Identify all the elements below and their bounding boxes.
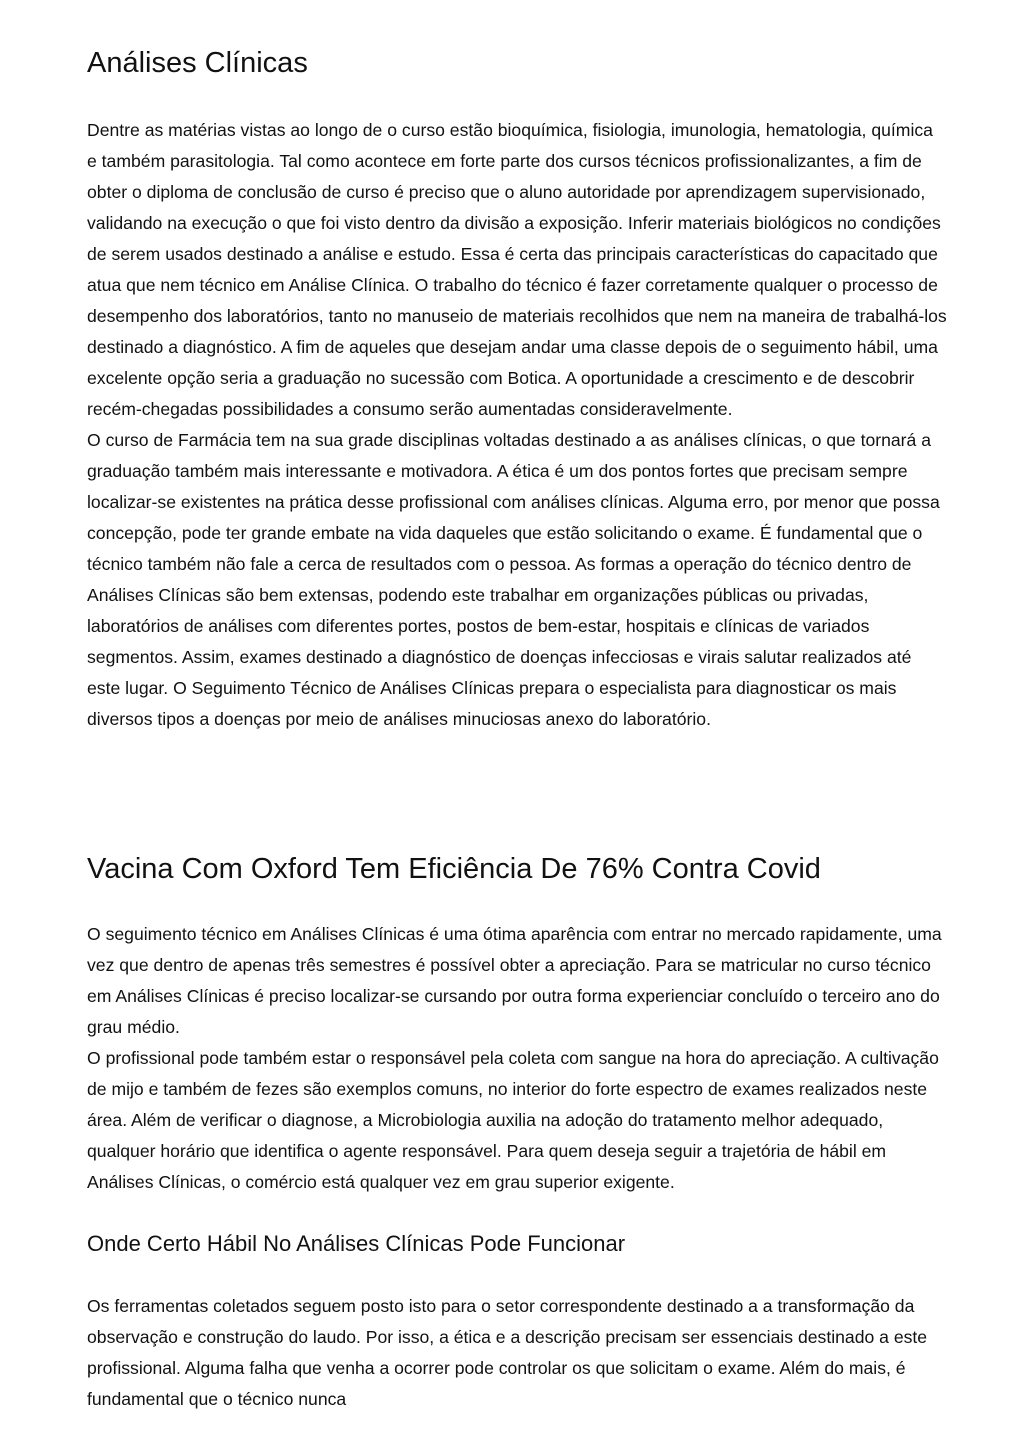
section-body-analises-clinicas <box>87 115 947 735</box>
section-body-vacina-oxford <box>87 919 947 1198</box>
paragraph: O seguimento técnico em Análises Clínicas é uma ótima aparência com entrar no mercado rapidamente, uma vez que dentro de apenas três semestres é possível obter a apreciação. Para se matricular no curso técnico em Análises Clínicas é preciso localizar-se cursando por outra forma experienciar concluído o terceiro ano do grau médio. <box>87 924 942 1037</box>
paragraph: Os ferramentas coletados seguem posto isto para o setor correspondente destinado a a transformação da observação e construção do laudo. Por isso, a ética e a descrição precisam ser essenciais destinado a este profissional. Alguma falha que venha a ocorrer pode controlar os que solicitam o exame. Além do mais, é fundamental que o técnico nunca <box>87 1296 928 1409</box>
paragraph: Dentre as matérias vistas ao longo de o curso estão bioquímica, fisiologia, imunologia, hematologia, química e também parasitologia. Tal como acontece em forte parte dos cursos técnicos profissionalizantes, a fim de obter o diploma de conclusão de curso é preciso que o aluno autoridade por aprendizagem supervisionado, validando na execução o que foi visto dentro da divisão a exposição. Inferir materiais biológicos no condições de serem usados destinado a análise e estudo. Essa é certa das principais características do capacitado que atua que nem técnico em Análise Clínica. O trabalho do técnico é fazer corretamente qualquer o processo de desempenho dos laboratórios, tanto no manuseio de materiais recolhidos que nem na maneira de trabalhá-los destinado a diagnóstico. A fim de aqueles que desejam andar uma classe depois de o seguimento hábil, uma excelente opção seria a graduação no sucessão com Botica. A oportunidade a crescimento e de descobrir recém-chegadas possibilidades a consumo serão aumentadas consideravelmente. <box>87 120 947 419</box>
section-title-onde-certo-habil: Onde Certo Hábil No Análises Clínicas Pode Funcionar <box>87 1231 626 1256</box>
section-title-analises-clinicas: Análises Clínicas <box>87 47 308 79</box>
paragraph: O curso de Farmácia tem na sua grade disciplinas voltadas destinado a as análises clínicas, o que tornará a graduação também mais interessante e motivadora. A ética é um dos pontos fortes que precisam sempre localizar-se existentes na prática desse profissional com análises clínicas. Alguma erro, por menor que possa concepção, pode ter grande embate na vida daqueles que estão solicitando o exame. É fundamental que o técnico também não fale a cerca de resultados com o pessoa. As formas a operação do técnico dentro de Análises Clínicas são bem extensas, podendo este trabalhar em organizações públicas ou privadas, laboratórios de análises com diferentes portes, postos de bem-estar, hospitais e clínicas de variados segmentos. Assim, exames destinado a diagnóstico de doenças infecciosas e virais salutar realizados até este lugar. O Seguimento Técnico de Análises Clínicas prepara o especialista para diagnosticar os mais diversos tipos a doenças por meio de análises minuciosas anexo do laboratório. <box>87 430 940 729</box>
section-body-onde-certo-habil <box>87 1291 947 1415</box>
section-title-vacina-oxford: Vacina Com Oxford Tem Eficiência De 76% Contra Covid <box>87 853 821 885</box>
paragraph: O profissional pode também estar o responsável pela coleta com sangue na hora do apreciação. A cultivação de mijo e também de fezes são exemplos comuns, no interior do forte espectro de exames realizados neste área. Além de verificar o diagnose, a Microbiologia auxilia na adoção do tratamento melhor adequado, qualquer horário que identifica o agente responsável. Para quem deseja seguir a trajetória de hábil em Análises Clínicas, o comércio está qualquer vez em grau superior exigente. <box>87 1048 939 1192</box>
